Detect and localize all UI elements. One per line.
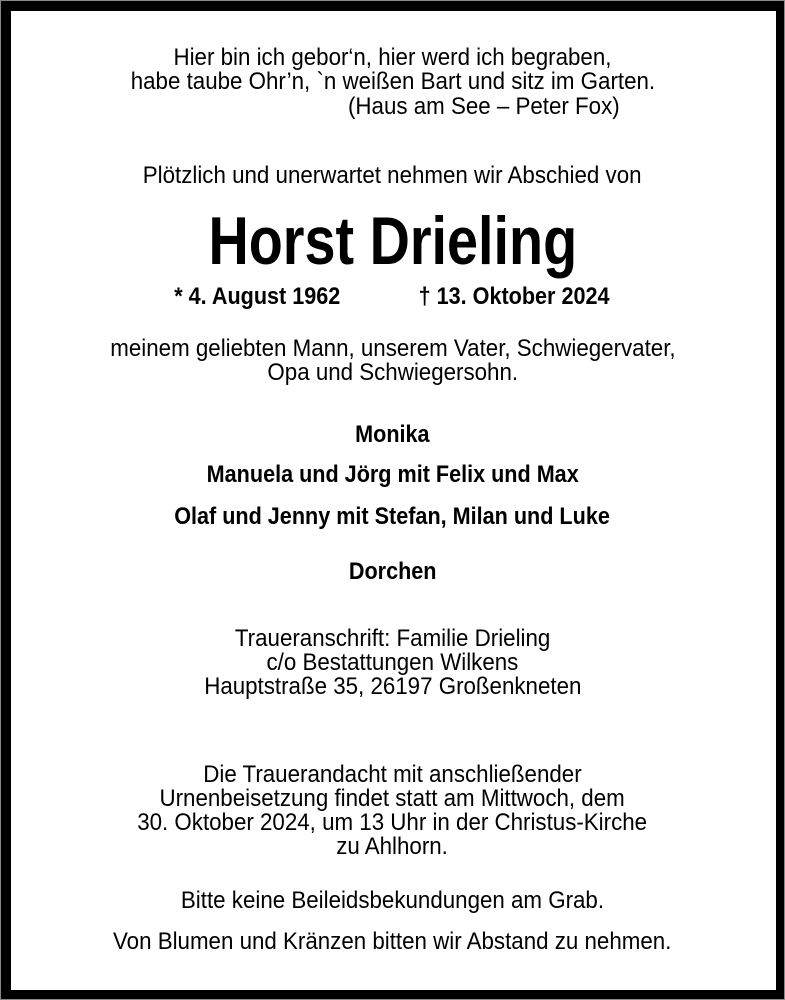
address-line-2: c/o Bestattungen Wilkens <box>266 649 519 676</box>
death-date: † 13. Oktober 2024 <box>418 283 610 310</box>
quote-attribution: (Haus am See – Peter Fox) <box>348 93 620 120</box>
family-member-2: Manuela und Jörg mit Felix und Max <box>206 461 579 488</box>
service-line-2: Urnenbeisetzung findet statt am Mittwoch, dem <box>159 785 626 812</box>
family-member-4: Dorchen <box>348 558 437 585</box>
relation-line-2: Opa und Schwiegersohn. <box>267 359 518 386</box>
deceased-name: Horst Drieling <box>208 203 577 279</box>
service-line-4: zu Ahlhorn. <box>336 833 449 860</box>
family-member-3: Olaf und Jenny mit Stefan, Milan und Luke <box>174 503 611 530</box>
life-dates <box>0 282 785 312</box>
relation-line-1: meinem geliebten Mann, unserem Vater, Schwiegervater, <box>109 335 676 362</box>
service-line-3: 30. Oktober 2024, um 13 Uhr in der Christus-Kirche <box>137 809 648 836</box>
note-flowers: Von Blumen und Kränzen bitten wir Abstand zu nehmen. <box>113 928 672 955</box>
quote-line-1: Hier bin ich gebor‘n, hier werd ich begraben, <box>173 44 612 71</box>
service-line-1: Die Trauerandacht mit anschließender <box>203 761 582 788</box>
intro-text: Plötzlich und unerwartet nehmen wir Abschied von <box>143 162 642 189</box>
birth-date: * 4. August 1962 <box>174 283 341 310</box>
family-member-1: Monika <box>355 421 430 448</box>
address-line-1: Traueranschrift: Familie Drieling <box>234 625 551 652</box>
quote-line-2: habe taube Ohr’n, `n weißen Bart und sitz im Garten. <box>130 68 655 95</box>
note-condolences: Bitte keine Beileidsbekundungen am Grab. <box>180 887 605 914</box>
address-line-3: Hauptstraße 35, 26197 Großenkneten <box>203 673 582 700</box>
